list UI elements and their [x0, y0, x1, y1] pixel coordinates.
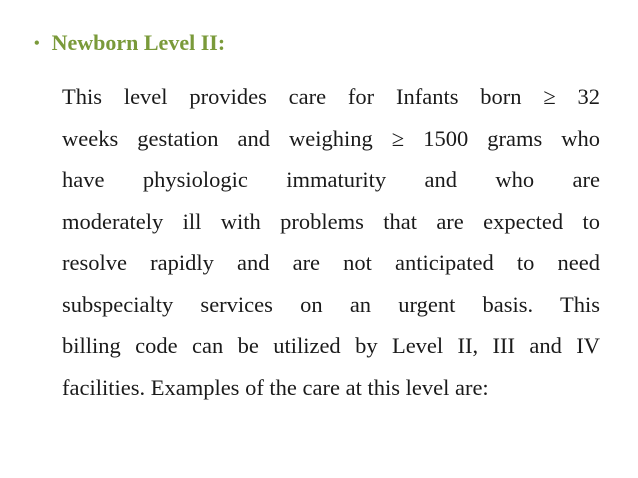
paragraph-line: have physiologic immaturity and who are	[62, 167, 600, 192]
section-heading: Newborn Level II:	[51, 30, 226, 55]
paragraph-line: weeks gestation and weighing ≥ 1500 grams who	[62, 125, 600, 151]
paragraph-line: subspecialty services on an urgent basis. This	[62, 291, 600, 317]
paragraph-line: moderately ill with problems that are expected to	[62, 208, 600, 234]
body-paragraph	[62, 76, 600, 408]
paragraph-line: billing code can be utilized by Level II, III and IV	[62, 333, 600, 358]
bullet-icon: •	[34, 35, 40, 52]
paragraph-line: facilities. Examples of the care at this level are:	[62, 374, 489, 400]
paragraph-line: This level provides care for Infants born ≥ 32	[62, 84, 600, 109]
paragraph-line: resolve rapidly and are not anticipated to need	[62, 250, 600, 275]
heading-row	[34, 30, 225, 56]
